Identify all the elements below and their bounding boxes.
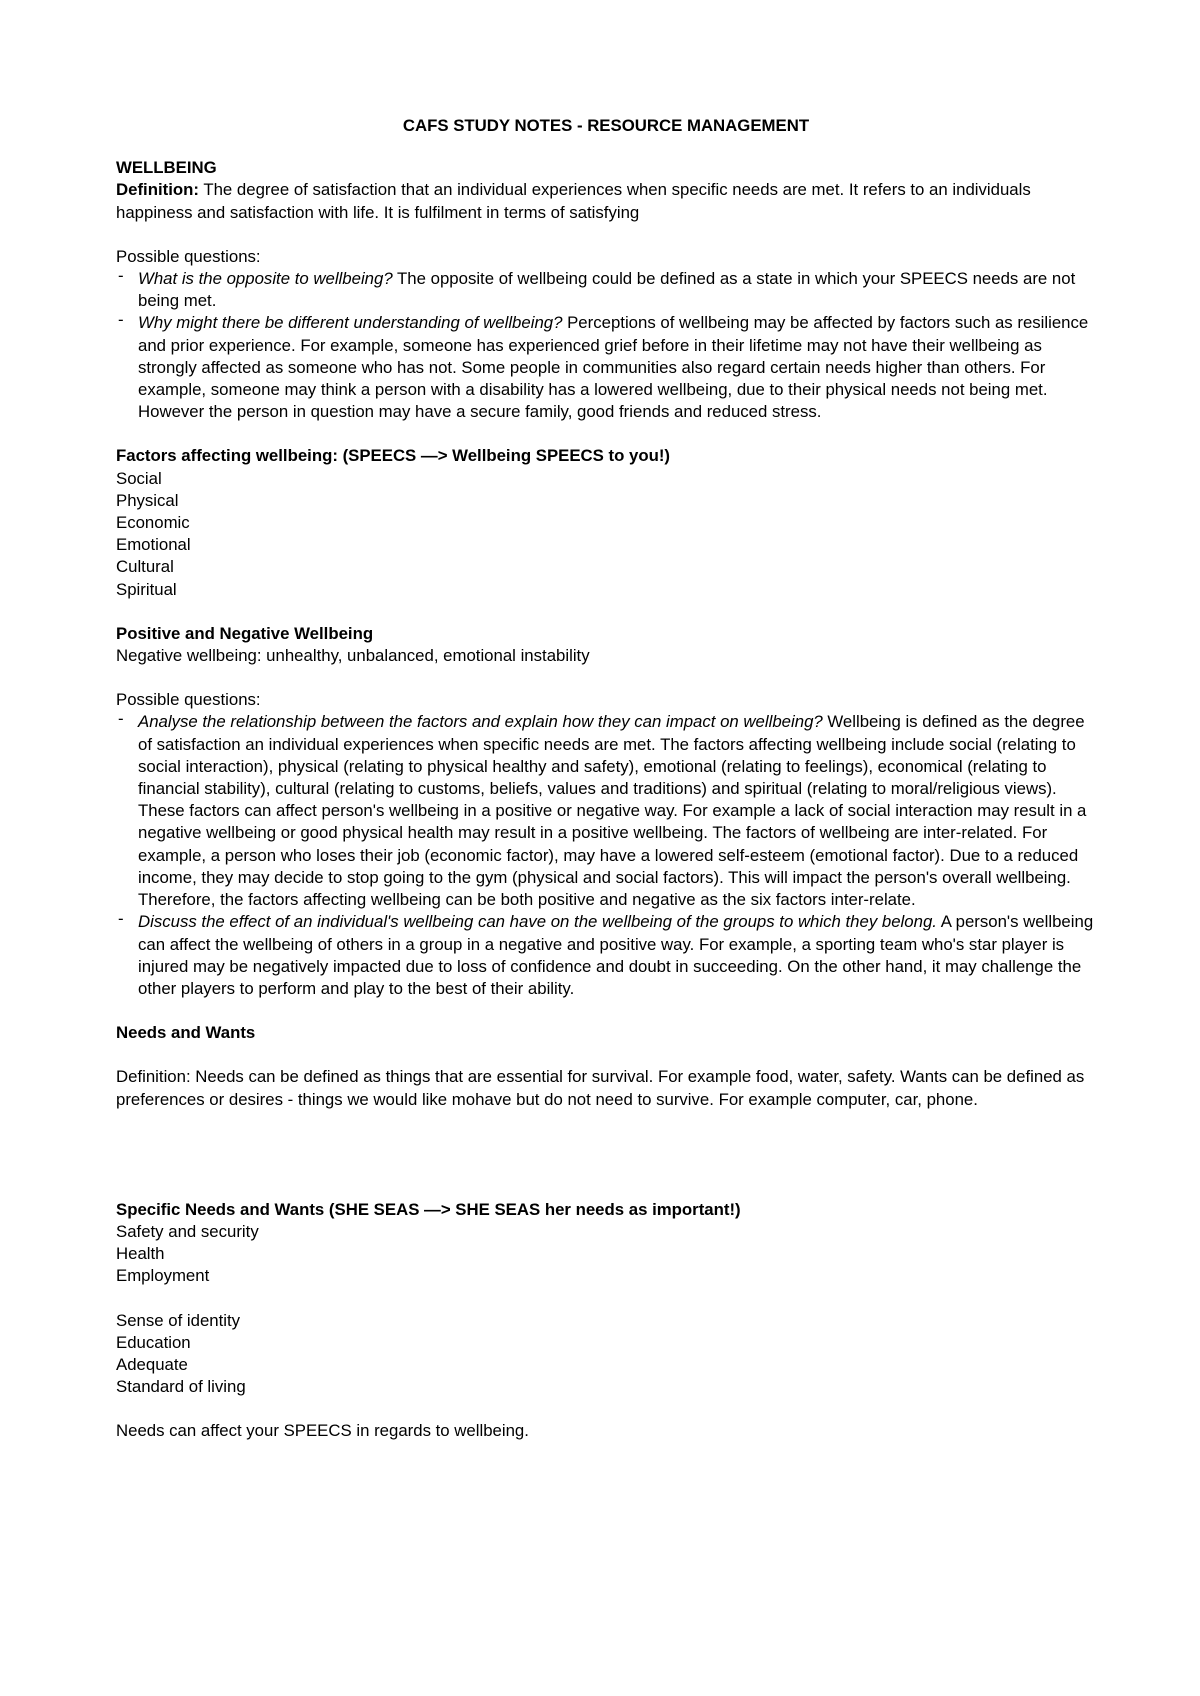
factors-list xyxy=(116,468,1096,601)
definition-label: Definition: xyxy=(116,180,199,200)
wellbeing-definition xyxy=(116,179,1096,223)
posneg-questions-list xyxy=(116,711,1096,1000)
question-text: Analyse the relationship between the factors and explain how they can impact on wellbeing? xyxy=(138,712,823,732)
question-text: Discuss the effect of an individual's wellbeing can have on the wellbeing of the groups to which they belong. xyxy=(138,912,937,932)
needs-heading: Needs and Wants xyxy=(116,1023,256,1043)
answer-text: Perceptions of wellbeing may be affected by factors such as resilience and prior experience. For example, someone has experienced grief before in their lifetime may not have their wellbeing as strongly affected as someone who has not. Some people in communities also regard certain needs higher than others. For example, someone may think a person with a disability has a lowered wellbeing, due to their physical needs not being met. However the person in question may have a secure family, good friends and reduced stress. xyxy=(138,313,1089,422)
answer-text: Wellbeing is defined as the degree of satisfaction an individual experiences when specific needs are met. The factors affecting wellbeing include social (relating to social interaction), physical (relating to physical healthy and safety), emotional (relating to feelings), economical (relating to financial stability), cultural (relating to customs, beliefs, values and traditions) and spiritual (relating to moral/religious views). These factors can affect person's wellbeing in a positive or negative way. For example a lack of social interaction may result in a negative wellbeing or good physical health may result in a positive wellbeing. The factors of wellbeing are inter-related. For example, a person who loses their job (economic factor), may have a lowered self-esteem (emotional factor). Due to a reduced income, they may decide to stop going to the gym (physical and social factors). This will impact the person's overall wellbeing. Therefore, the factors affecting wellbeing can be both positive and negative as the six factors inter-relate. xyxy=(138,712,1087,910)
question-text: Why might there be different understanding of wellbeing? xyxy=(138,313,563,333)
factor-item: Cultural xyxy=(116,557,174,577)
factors-heading: Factors affecting wellbeing: (SPEECS —> Wellbeing SPEECS to you!) xyxy=(116,446,671,466)
need-item: Employment xyxy=(116,1266,210,1286)
question-text: What is the opposite to wellbeing? xyxy=(138,269,393,289)
need-item: Health xyxy=(116,1244,165,1264)
need-item: Education xyxy=(116,1332,191,1352)
question-item xyxy=(116,268,1096,312)
answer-text: The opposite of wellbeing could be defined as a state in which your SPEECS needs are not being met. xyxy=(138,269,1076,311)
questions-label: Possible questions: xyxy=(116,246,261,266)
questions-label: Possible questions: xyxy=(116,690,261,710)
document-title: CAFS STUDY NOTES - RESOURCE MANAGEMENT xyxy=(402,116,810,135)
need-item: Safety and security xyxy=(116,1221,259,1241)
closing-text: Needs can affect your SPEECS in regards to wellbeing. xyxy=(116,1421,529,1441)
question-item xyxy=(116,711,1096,911)
need-item: Standard of living xyxy=(116,1377,246,1397)
specific-needs-list-1 xyxy=(116,1221,1096,1288)
factor-item: Physical xyxy=(116,490,179,510)
need-item: Sense of identity xyxy=(116,1310,241,1330)
posneg-heading: Positive and Negative Wellbeing xyxy=(116,623,374,643)
factor-item: Economic xyxy=(116,513,190,533)
definition-text: The degree of satisfaction that an individual experiences when specific needs are met. It refers to an individuals happiness and satisfaction with life. It is fulfilment in terms of satisfying xyxy=(116,180,1031,222)
specific-needs-heading: Specific Needs and Wants (SHE SEAS —> SHE SEAS her needs as important!) xyxy=(116,1199,741,1219)
factor-item: Social xyxy=(116,468,162,488)
wellbeing-questions-list xyxy=(116,268,1096,423)
document-body xyxy=(116,115,1096,1443)
answer-text: A person's wellbeing can affect the wellbeing of others in a group in a negative and positive way. For example, a sporting team who's star player is injured may be negatively impacted due to loss of confidence and doubt in succeeding. On the other hand, it may challenge the other players to perform and play to the best of their ability. xyxy=(138,912,1094,998)
question-item xyxy=(116,312,1096,423)
factor-item: Spiritual xyxy=(116,579,177,599)
specific-needs-list-2 xyxy=(116,1310,1096,1399)
factor-item: Emotional xyxy=(116,535,191,555)
needs-definition: Definition: Needs can be defined as things that are essential for survival. For example food, water, safety. Wants can be defined as preferences or desires - things we would like mohave but do not need to survive. For example computer, car, phone. xyxy=(116,1067,1085,1109)
negative-wellbeing-text: Negative wellbeing: unhealthy, unbalanced, emotional instability xyxy=(116,646,590,666)
question-item xyxy=(116,911,1096,1000)
wellbeing-heading: WELLBEING xyxy=(116,158,217,178)
need-item: Adequate xyxy=(116,1354,188,1374)
